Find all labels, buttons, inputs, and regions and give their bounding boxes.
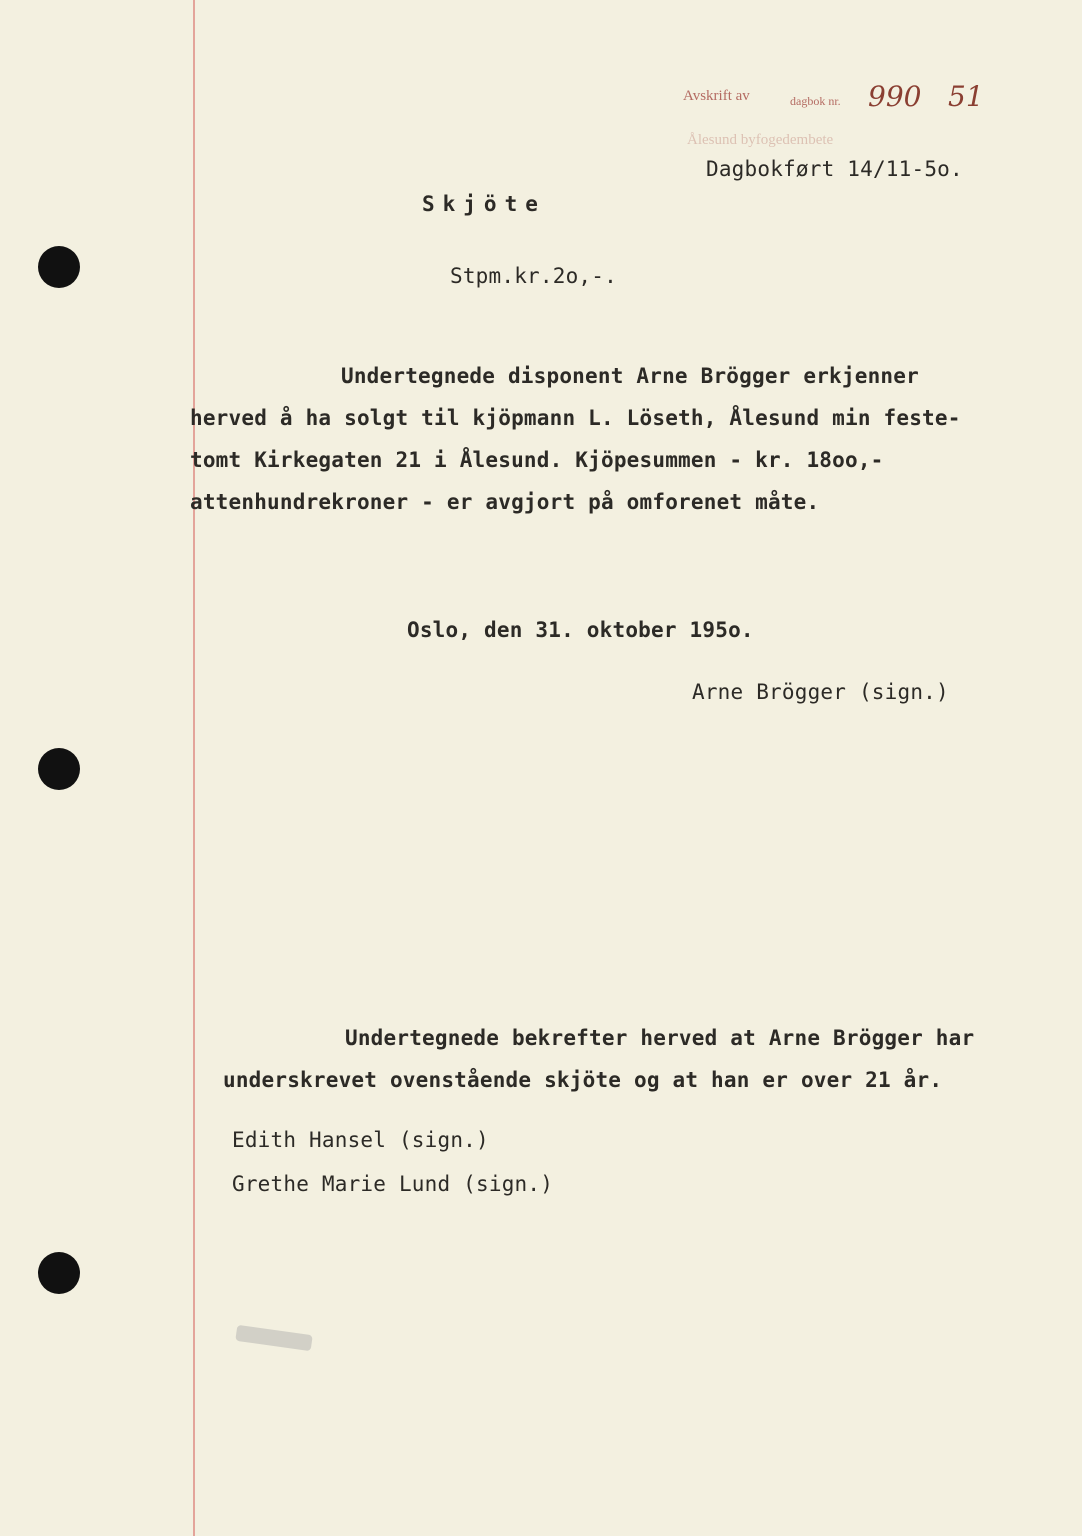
body-line: Undertegnede disponent Arne Brögger erkjenner bbox=[341, 364, 919, 388]
handwritten-year: 51 bbox=[948, 80, 984, 113]
handwritten-number: 990 bbox=[868, 80, 922, 113]
punch-hole bbox=[38, 748, 80, 790]
ink-mark bbox=[235, 1325, 312, 1351]
punch-hole bbox=[38, 246, 80, 288]
witness-signature: Edith Hansel (sign.) bbox=[232, 1128, 489, 1152]
witness-line: underskrevet ovenstående skjöte og at han er over 21 år. bbox=[223, 1068, 943, 1092]
witness-signature: Grethe Marie Lund (sign.) bbox=[232, 1172, 554, 1196]
stamp-dagbok-nr: dagbok nr. bbox=[790, 94, 841, 108]
body-line: herved å ha solgt til kjöpmann L. Löseth, Ålesund min feste- bbox=[190, 406, 961, 430]
body-line: attenhundrekroner - er avgjort på omforenet måte. bbox=[190, 490, 820, 514]
document-title: Skjöte bbox=[422, 192, 546, 216]
stamp-office: Ålesund byfogedembete bbox=[687, 132, 834, 148]
witness-line: Undertegnede bekrefter herved at Arne Brögger har bbox=[345, 1026, 975, 1050]
dagbokfort-line: Dagbokført 14/11-5o. bbox=[706, 157, 963, 181]
body-line: tomt Kirkegaten 21 i Ålesund. Kjöpesummen - kr. 18oo,- bbox=[190, 448, 884, 472]
punch-hole bbox=[38, 1252, 80, 1294]
stamp-duty: Stpm.kr.2o,-. bbox=[450, 264, 617, 288]
margin-rule bbox=[193, 0, 195, 1536]
stamp-avskrift: Avskrift av bbox=[683, 88, 750, 104]
place-date: Oslo, den 31. oktober 195o. bbox=[407, 618, 754, 642]
signature: Arne Brögger (sign.) bbox=[692, 680, 949, 704]
